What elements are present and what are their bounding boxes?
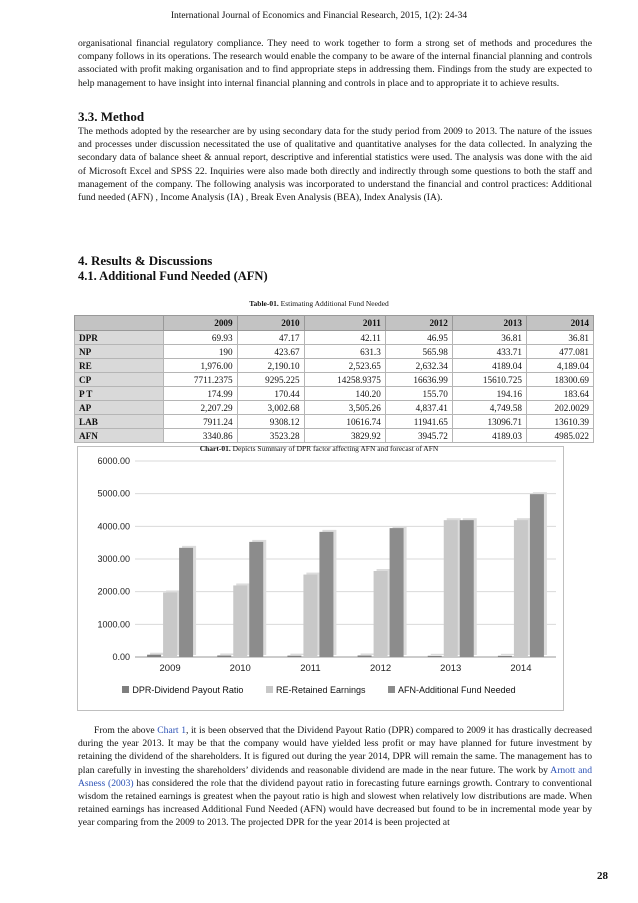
table-caption: [0, 299, 638, 308]
table-cell: 631.3: [304, 345, 385, 359]
table-cell: 3945.72: [385, 429, 452, 443]
table-cell: 42.11: [304, 331, 385, 345]
bar: [249, 542, 263, 657]
bar: [217, 655, 231, 657]
row-label: NP: [75, 345, 164, 359]
chart-title-label: Chart-01.: [199, 444, 231, 453]
table-row: [75, 331, 594, 345]
table-caption-label: Table-01.: [249, 299, 279, 308]
table-cell: 1,976.00: [164, 359, 238, 373]
table-cell: 4189.04: [452, 359, 526, 373]
legend-swatch: [266, 686, 273, 693]
x-tick-label: 2014: [510, 663, 532, 674]
bar: [374, 571, 388, 657]
method-paragraph: The methods adopted by the researcher are by using secondary data for the study period from 2009 to 2013. The nature of the issues and processes under discussion necessitated the use of qualitative and quantitative analyses for the data collected. In analyzing the secondary data of balance sheet & annual report, descriptive and inferential statistics were used. The analysis was done with the aid of Microsoft Excel and SPSS 22. Inquiries were also made both directly and indirectly through some questions to both the staff and management of the company. The following analysis was incorporated to understand the financial and control practices: Additional fund needed (AFN) , Income Analysis (IA) , Break Even Analysis (BEA), Index Analysis (IA).: [78, 126, 592, 204]
table-cell: 2,523.65: [304, 359, 385, 373]
bar: [460, 520, 474, 657]
discussion-text: From the above: [94, 725, 158, 736]
row-label: AFN: [75, 429, 164, 443]
table-cell: 18300.69: [526, 373, 593, 387]
x-tick-label: 2009: [159, 663, 181, 674]
chart-reference-link[interactable]: Chart 1: [157, 725, 186, 736]
table-cell: 36.81: [526, 331, 593, 345]
bar-shadow: [290, 654, 304, 655]
table-cell: 183.64: [526, 387, 593, 401]
afn-table: [74, 315, 594, 443]
bar: [358, 655, 372, 657]
row-label: DPR: [75, 331, 164, 345]
method-heading: 3.3. Method: [78, 109, 145, 124]
row-label: CP: [75, 373, 164, 387]
table-row: [75, 373, 594, 387]
table-cell: 7711.2375: [164, 373, 238, 387]
table-cell: 4,749.58: [452, 401, 526, 415]
x-tick-label: 2010: [229, 663, 251, 674]
table-cell: 4189.03: [452, 429, 526, 443]
table-cell: 3523.28: [237, 429, 304, 443]
bar-chart: [78, 447, 562, 683]
legend-item: [388, 685, 516, 695]
table-cell: 3,002.68: [237, 401, 304, 415]
year-header: 2014: [526, 316, 593, 331]
bar: [319, 532, 333, 657]
row-label: P T: [75, 387, 164, 401]
table-cell: 9308.12: [237, 415, 304, 429]
table-header-row: [75, 316, 594, 331]
table-cell: 170.44: [237, 387, 304, 401]
x-tick-label: 2011: [300, 663, 321, 674]
legend-label: DPR-Dividend Payout Ratio: [132, 685, 244, 695]
y-tick-label: 6000.00: [97, 456, 130, 466]
table-cell: 13610.39: [526, 415, 593, 429]
bar-shadow: [220, 653, 234, 655]
year-header: 2013: [452, 316, 526, 331]
legend-swatch: [122, 686, 129, 693]
bar-shadow: [361, 653, 375, 655]
table-cell: 15610.725: [452, 373, 526, 387]
table-cell: 3,505.26: [304, 401, 385, 415]
table-caption-text: Estimating Additional Fund Needed: [278, 299, 389, 308]
results-heading: 4. Results & Discussions: [78, 253, 213, 268]
x-tick-label: 2013: [440, 663, 462, 674]
bar: [179, 548, 193, 657]
table-corner-cell: [75, 316, 164, 331]
bar-shadow: [501, 654, 515, 655]
table-row: [75, 359, 594, 373]
bar: [390, 528, 404, 657]
row-label: LAB: [75, 415, 164, 429]
table-cell: 202.0029: [526, 401, 593, 415]
bar: [514, 520, 528, 657]
year-header: 2011: [304, 316, 385, 331]
year-header: 2009: [164, 316, 238, 331]
bar: [444, 520, 458, 657]
bar: [498, 656, 512, 657]
table-cell: 3829.92: [304, 429, 385, 443]
citation-link[interactable]: Arnott and Asness (2003): [78, 764, 592, 789]
afn-heading: 4.1. Additional Fund Needed (AFN): [78, 269, 268, 283]
table-cell: 36.81: [452, 331, 526, 345]
running-header: International Journal of Economics and Financial Research, 2015, 1(2): 24-34: [170, 11, 468, 21]
table-cell: 14258.9375: [304, 373, 385, 387]
table-cell: 46.95: [385, 331, 452, 345]
table-row: [75, 415, 594, 429]
table-cell: 2,207.29: [164, 401, 238, 415]
table-cell: 13096.71: [452, 415, 526, 429]
y-tick-label: 5000.00: [97, 488, 130, 499]
table-cell: 3340.86: [164, 429, 238, 443]
legend-item: [122, 685, 243, 695]
discussion-text: has considered the role that the dividend payout ratio in forecasting future earnings growth. Contrary to conventional wisdom the retained earnings is greatest when the payout ratio is high and slowest when relatively low distributions are made. When retained earnings has increased Additional Fund Needed (AFN) would have decreased but found to be in incremental mode year by year comparing from the 2009 to 2013. The projected DPR for the year 2014 is been projected at: [78, 777, 592, 829]
y-tick-label: 0.00: [112, 652, 130, 662]
y-tick-label: 2000.00: [97, 586, 130, 597]
y-tick-label: 1000.00: [97, 619, 130, 630]
table-cell: 194.16: [452, 387, 526, 401]
table-cell: 4,837.41: [385, 401, 452, 415]
chart-title-text: Depicts Summary of DPR factor affecting AFN and forecast of AFN: [230, 444, 439, 453]
table-row: [75, 401, 594, 415]
x-tick-label: 2012: [370, 663, 392, 674]
year-header: 2010: [237, 316, 304, 331]
bar: [287, 656, 301, 657]
table-cell: 2,632.34: [385, 359, 452, 373]
table-cell: 9295.225: [237, 373, 304, 387]
table-cell: 433.71: [452, 345, 526, 359]
table-cell: 16636.99: [385, 373, 452, 387]
table-row: [75, 429, 594, 443]
table-cell: 69.93: [164, 331, 238, 345]
table-cell: 4985.022: [526, 429, 593, 443]
bar: [147, 655, 161, 657]
row-label: RE: [75, 359, 164, 373]
discussion-text: , it is been observed that the Dividend Payout Ratio (DPR) compared to 2009 it has drastically decreased during the year 2013. It may be that the company would have yielded less profit or may have planned for future investment by retaining the dividend of the shareholders. It is figured out during the year 2014, DPR will remain the same. The management has to plan carefully in investing the shareholders’ dividends and reasonable dividend are made in the near future. The work by: [78, 725, 592, 776]
table-cell: 10616.74: [304, 415, 385, 429]
table-cell: 2,190.10: [237, 359, 304, 373]
table-cell: 190: [164, 345, 238, 359]
table-row: [75, 345, 594, 359]
table-cell: 4,189.04: [526, 359, 593, 373]
table-cell: 7911.24: [164, 415, 238, 429]
row-label: AP: [75, 401, 164, 415]
table-cell: 155.70: [385, 387, 452, 401]
table-row: [75, 387, 594, 401]
table-cell: 47.17: [237, 331, 304, 345]
table-cell: 140.20: [304, 387, 385, 401]
page-number: 28: [597, 870, 608, 882]
chart-legend: [0, 685, 638, 695]
table-cell: 11941.65: [385, 415, 452, 429]
table-cell: 423.67: [237, 345, 304, 359]
intro-paragraph: organisational financial regulatory compliance. They need to work together to form a strong set of methods and procedures the company follows in its operations. The research would enable the company to be aware of the internal financial planning and controls associated with profit making organisation and to find appropriate steps in addressing them. Findings from the study are expected to help management to have insight into internal financial planning and controls in place and to appropriate it to achieve results.: [78, 38, 592, 89]
discussion-paragraph: [78, 724, 592, 830]
legend-item: [266, 685, 366, 695]
bar-shadow: [150, 653, 164, 655]
table-cell: 565.98: [385, 345, 452, 359]
legend-label: RE-Retained Earnings: [275, 685, 366, 695]
table-cell: 174.99: [164, 387, 238, 401]
year-header: 2012: [385, 316, 452, 331]
bar: [233, 585, 247, 657]
bar-shadow: [431, 654, 445, 655]
y-tick-label: 3000.00: [97, 554, 130, 564]
legend-label: AFN-Additional Fund Needed: [398, 685, 516, 695]
table-cell: 477.081: [526, 345, 593, 359]
bar: [530, 494, 544, 657]
bar: [428, 656, 442, 657]
y-tick-label: 4000.00: [97, 521, 130, 532]
legend-swatch: [388, 686, 395, 693]
bar: [303, 575, 317, 657]
bar: [163, 592, 177, 657]
